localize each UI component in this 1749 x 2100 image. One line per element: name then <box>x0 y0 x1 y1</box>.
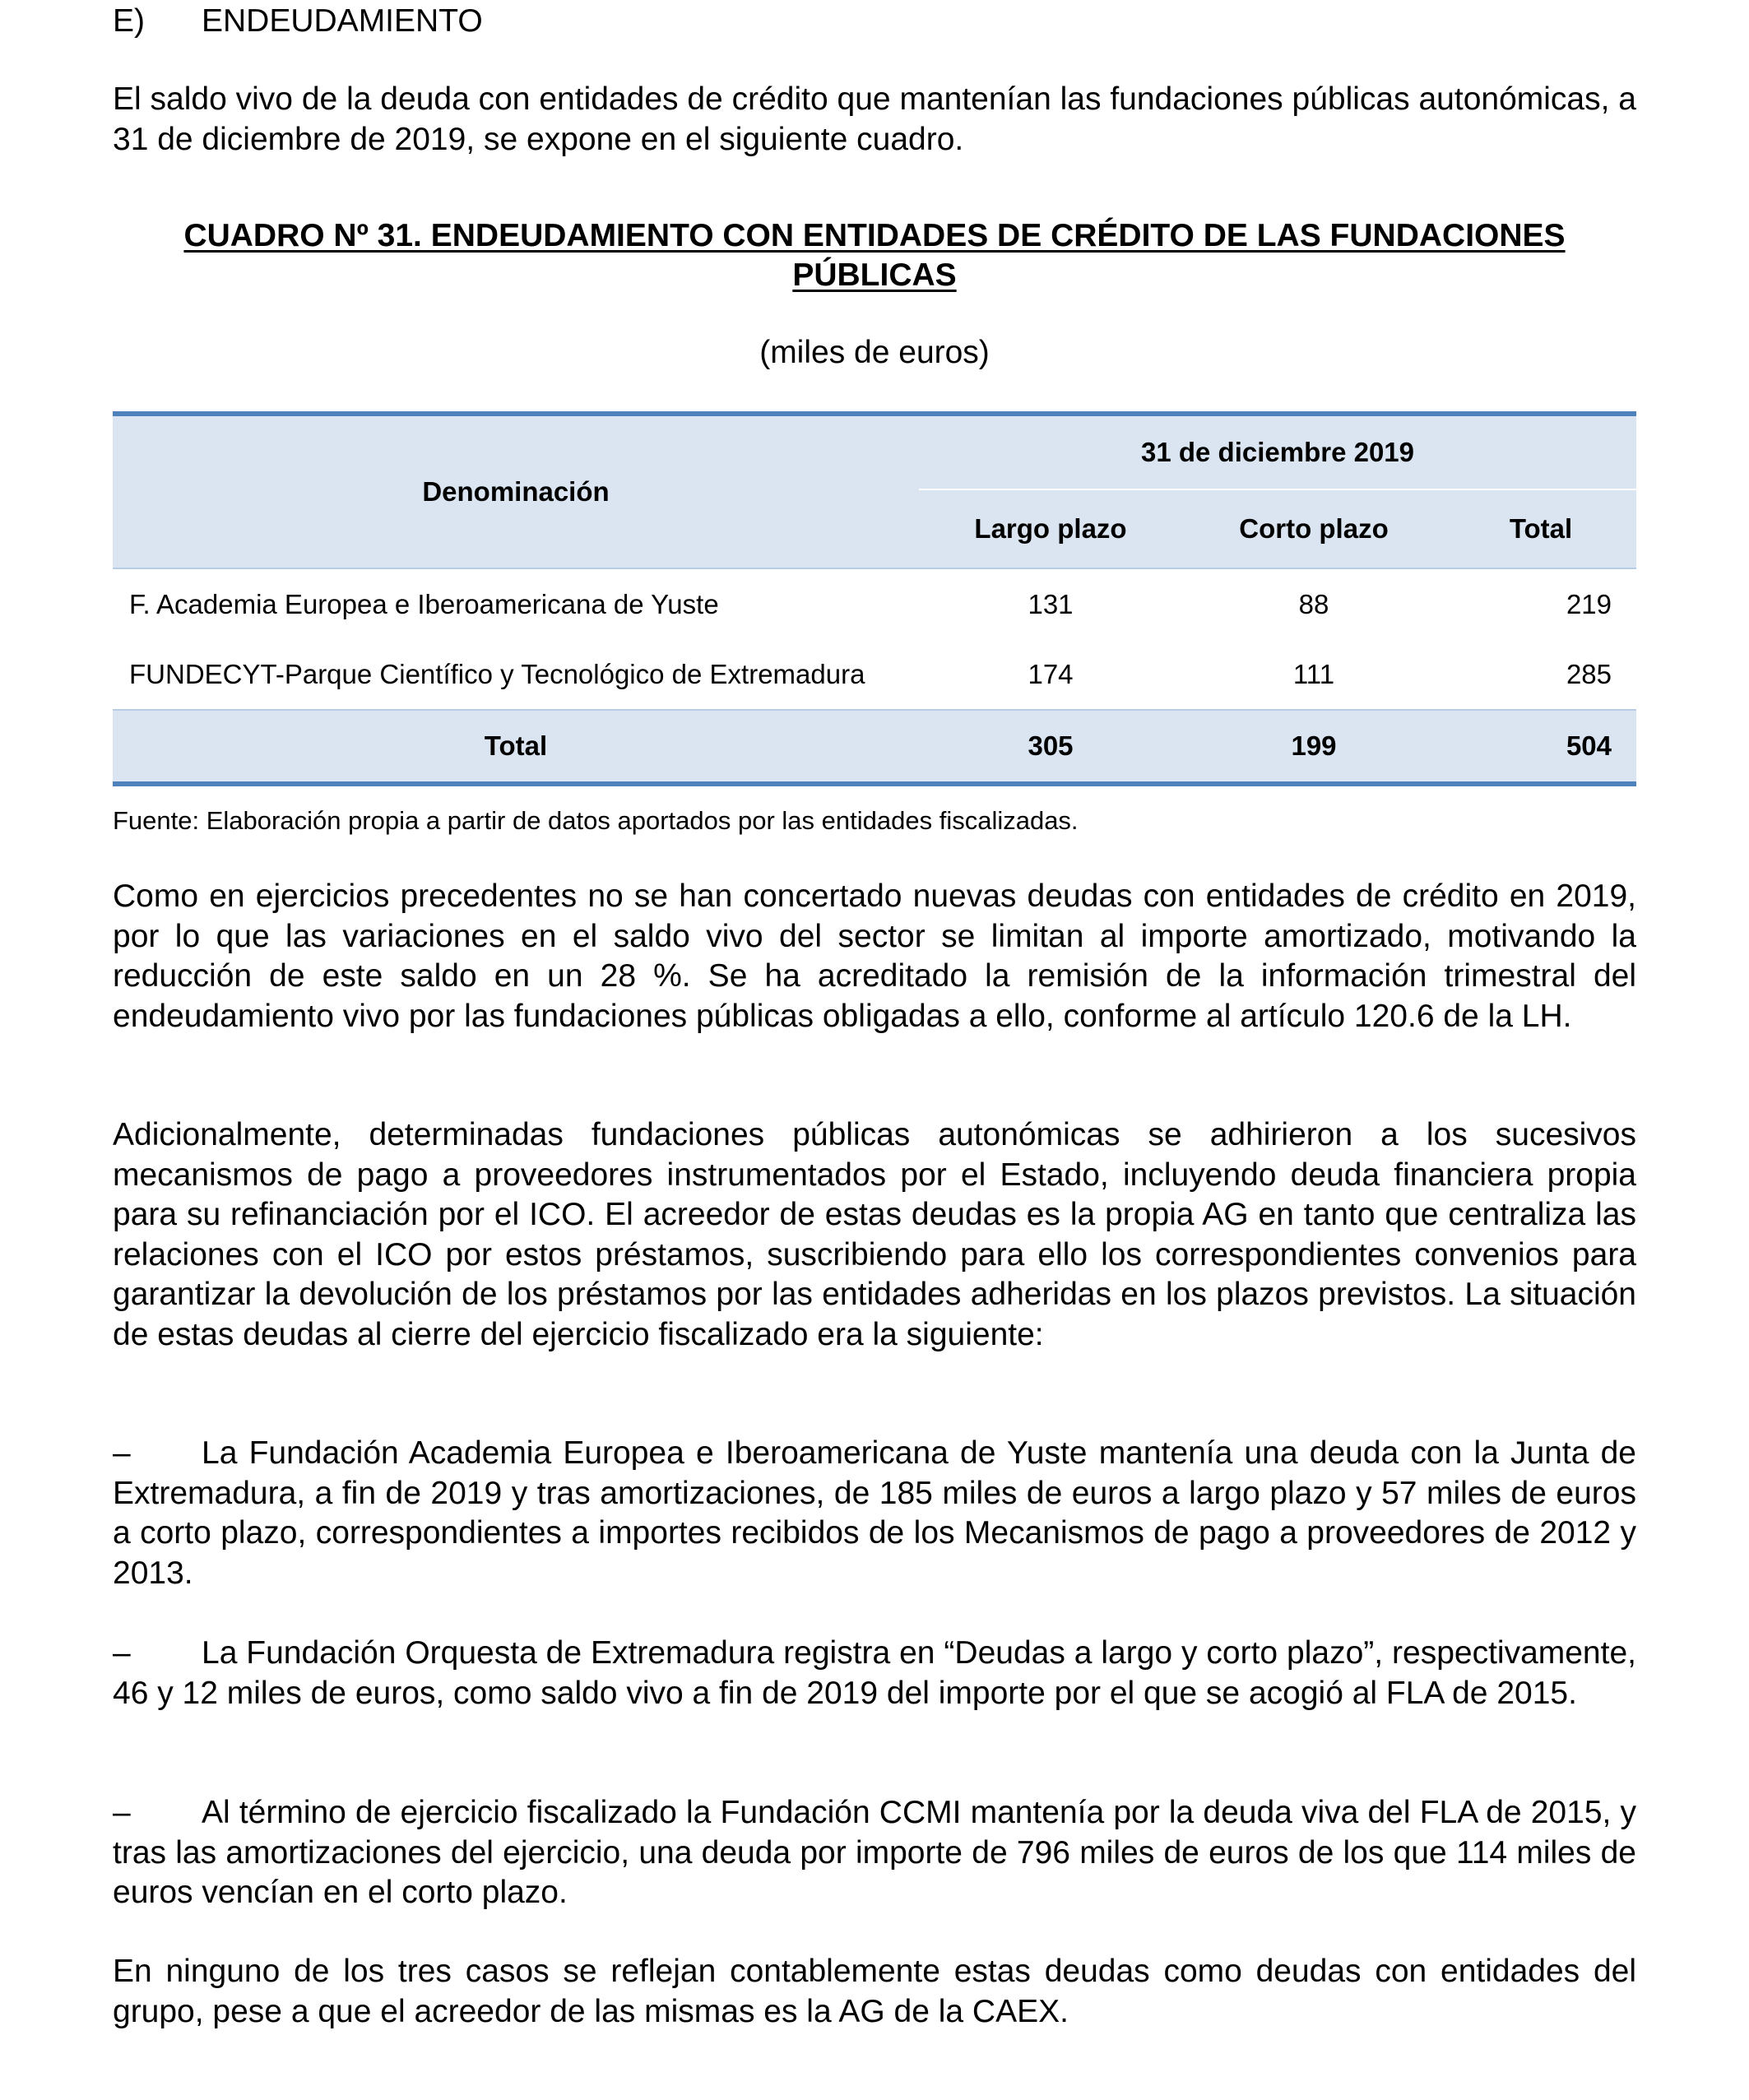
bullet-item-yuste <box>113 1434 1636 1593</box>
debt-table <box>113 411 1636 786</box>
dash-bullet: – <box>113 1435 131 1471</box>
header-denominacion: Denominación <box>113 414 919 568</box>
row-corto: 111 <box>1292 658 1335 689</box>
header-total: Total <box>1445 489 1636 568</box>
total-label: Total <box>113 710 919 784</box>
paragraph-variations: Como en ejercicios precedentes no se han concertado nuevas deudas con entidades de crédito en 2019, por lo que las variaciones en el saldo vivo del sector se limitan al importe amortizado, motivando la reducción de este saldo en un 28 %. Se ha acreditado la remisión de la información trimestral del endeudamiento vivo por las fundaciones públicas obligadas a ello, conforme al artículo 120.6 de la LH. <box>113 878 1636 1034</box>
row-largo: 174 <box>1028 658 1074 689</box>
header-largo-plazo: Largo plazo <box>919 489 1182 568</box>
table-row <box>113 639 1636 710</box>
row-name: F. Academia Europea e Iberoamericana de Yuste <box>129 588 719 619</box>
row-total: 219 <box>1566 588 1612 619</box>
table-header-row <box>113 414 1636 489</box>
table-total-row <box>113 710 1636 784</box>
row-total: 285 <box>1566 658 1612 689</box>
debt-table-wrapper <box>113 411 1636 786</box>
bullet-item-orquesta <box>113 1634 1636 1713</box>
row-corto: 88 <box>1298 588 1329 619</box>
table-row <box>113 568 1636 639</box>
row-largo: 131 <box>1028 588 1074 619</box>
dash-bullet: – <box>113 1635 131 1671</box>
bullet-text: La Fundación Academia Europea e Iberoamericana de Yuste mantenía una deuda con la Junta de Extremadura, a fin de 2019 y tras amortizaciones, de 185 miles de euros a largo plazo y 57 miles de euros a corto plazo, correspondientes a importes recibidos de los Mecanismos de pago a proveedores de 2012 y 2013. <box>113 1435 1636 1591</box>
bullet-text: La Fundación Orquesta de Extremadura registra en “Deudas a largo y corto plazo”, respectivamente, 46 y 12 miles de euros, como saldo vivo a fin de 2019 del importe por el que se acogió al FLA de 2015. <box>113 1635 1636 1711</box>
dash-bullet: – <box>113 1795 131 1830</box>
section-title: ENDEUDAMIENTO <box>202 3 483 39</box>
total-total: 504 <box>1445 710 1636 784</box>
intro-paragraph: El saldo vivo de la deuda con entidades de crédito que mantenían las fundaciones públicas autonómicas, a 31 de diciembre de 2019, se expone en el siguiente cuadro. <box>113 81 1636 157</box>
table-source-note: Fuente: Elaboración propia a partir de datos aportados por las entidades fiscalizadas. <box>113 806 1079 835</box>
header-period: 31 de diciembre 2019 <box>919 414 1636 489</box>
total-corto: 199 <box>1182 710 1445 784</box>
total-largo: 305 <box>919 710 1182 784</box>
table-title: CUADRO Nº 31. ENDEUDAMIENTO CON ENTIDADES DE CRÉDITO DE LAS FUNDACIONES PÚBLICAS <box>183 218 1566 293</box>
bullet-item-ccmi <box>113 1793 1636 1913</box>
paragraph-mechanisms: Adicionalmente, determinadas fundaciones públicas autonómicas se adhirieron a los sucesivos mecanismos de pago a proveedores instrumentados por el Estado, incluyendo deuda financiera propia para su refinanciación por el ICO. El acreedor de estas deudas es la propia AG en tanto que centraliza las relaciones con el ICO por estos préstamos, suscribiendo para ello los correspondientes convenios para garantizar la devolución de los préstamos por las entidades adheridas en los plazos previstos. La situación de estas deudas al cierre del ejercicio fiscalizado era la siguiente: <box>113 1117 1636 1352</box>
bullet-text: Al término de ejercicio fiscalizado la Fundación CCMI mantenía por la deuda viva del FLA de 2015, y tras las amortizaciones del ejercicio, una deuda por importe de 796 miles de euros de los que 114 miles de euros vencían en el corto plazo. <box>113 1795 1636 1910</box>
section-heading <box>113 2 483 41</box>
table-unit: (miles de euros) <box>759 335 990 370</box>
header-corto-plazo: Corto plazo <box>1182 489 1445 568</box>
section-number: E) <box>113 3 145 39</box>
row-name: FUNDECYT-Parque Científico y Tecnológico de Extremadura <box>129 658 865 689</box>
paragraph-closing: En ninguno de los tres casos se reflejan contablemente estas deudas como deudas con entidades del grupo, pese a que el acreedor de las mismas es la AG de la CAEX. <box>113 1954 1636 2029</box>
